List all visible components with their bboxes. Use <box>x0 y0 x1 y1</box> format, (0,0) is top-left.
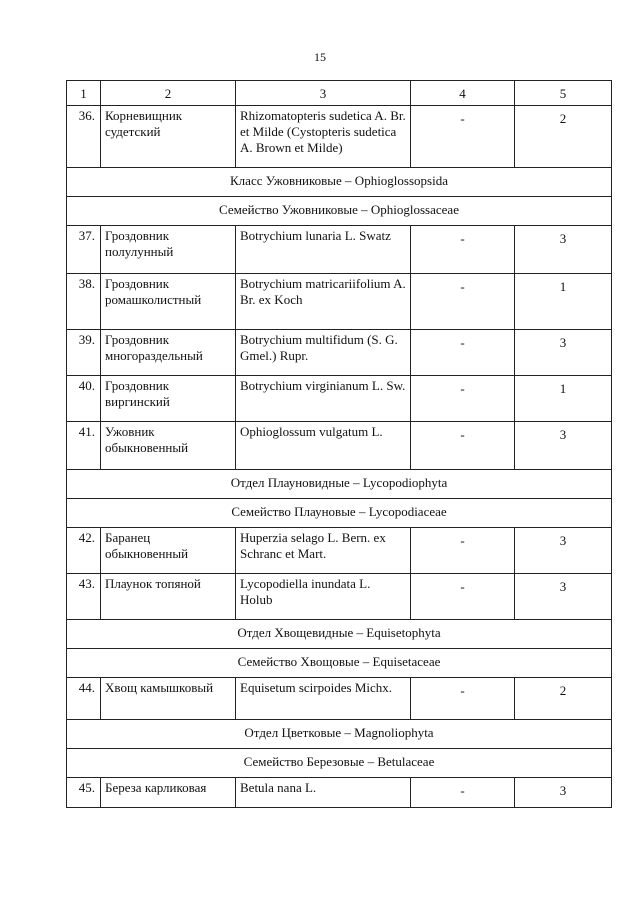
section-heading: Класс Ужовниковые – Ophioglossopsida <box>67 168 612 197</box>
page-number: 15 <box>314 50 326 64</box>
column-4-value: - <box>460 533 465 548</box>
common-name: Гроздовник полулунный <box>101 226 236 274</box>
category-value-cell <box>515 226 612 274</box>
section-heading: Семейство Ужовниковые – Ophioglossaceae <box>67 197 612 226</box>
section-heading-row <box>67 649 612 678</box>
table-row <box>67 330 612 376</box>
row-number: 39. <box>67 330 101 376</box>
column-4-value-cell <box>411 106 515 168</box>
column-4-value-cell <box>411 376 515 422</box>
column-4-value-cell <box>411 678 515 720</box>
header-cell: 2 <box>101 81 236 106</box>
section-heading: Отдел Цветковые – Magnoliophyta <box>67 720 612 749</box>
common-name: Плаунок топяной <box>101 574 236 620</box>
section-heading: Семейство Березовые – Betulaceae <box>67 749 612 778</box>
category-value-cell <box>515 274 612 330</box>
category-value-cell <box>515 574 612 620</box>
column-4-value-cell <box>411 226 515 274</box>
column-4-value-cell <box>411 274 515 330</box>
table-row <box>67 422 612 470</box>
category-value: 3 <box>559 579 567 594</box>
row-number: 36. <box>67 106 101 168</box>
column-4-value-cell <box>411 528 515 574</box>
section-heading: Семейство Хвощовые – Equisetaceae <box>67 649 612 678</box>
column-4-value: - <box>460 683 465 698</box>
category-value-cell <box>515 106 612 168</box>
column-4-value-cell <box>411 778 515 808</box>
common-name: Ужовник обыкновенный <box>101 422 236 470</box>
row-number: 42. <box>67 528 101 574</box>
species-table <box>66 80 612 808</box>
category-value: 1 <box>559 279 567 294</box>
table-row <box>67 376 612 422</box>
category-value: 3 <box>559 427 567 442</box>
latin-name: Ophioglossum vulgatum L. <box>236 422 411 470</box>
section-heading-row <box>67 620 612 649</box>
section-heading-row <box>67 720 612 749</box>
row-number: 44. <box>67 678 101 720</box>
section-heading-row <box>67 197 612 226</box>
header-cell: 3 <box>236 81 411 106</box>
table-row <box>67 226 612 274</box>
row-number: 40. <box>67 376 101 422</box>
column-4-value-cell <box>411 330 515 376</box>
table-row <box>67 528 612 574</box>
row-number: 45. <box>67 778 101 808</box>
column-4-value: - <box>460 427 465 442</box>
category-value: 3 <box>559 533 567 548</box>
category-value-cell <box>515 376 612 422</box>
common-name: Гроздовник многораздельный <box>101 330 236 376</box>
section-heading-row <box>67 749 612 778</box>
latin-name: Botrychium multifidum (S. G. Gmel.) Rupr. <box>236 330 411 376</box>
table-row <box>67 106 612 168</box>
column-4-value: - <box>460 381 465 396</box>
table-header-row <box>67 81 612 106</box>
table-row <box>67 678 612 720</box>
common-name: Баранец обыкновенный <box>101 528 236 574</box>
latin-name: Lycopodiella inundata L. Holub <box>236 574 411 620</box>
section-heading: Отдел Хвощевидные – Equisetophyta <box>67 620 612 649</box>
common-name: Гроздовник виргинский <box>101 376 236 422</box>
section-heading: Семейство Плауновые – Lycopodiaceae <box>67 499 612 528</box>
row-number: 37. <box>67 226 101 274</box>
latin-name: Equisetum scirpoides Michx. <box>236 678 411 720</box>
table-row <box>67 274 612 330</box>
section-heading-row <box>67 168 612 197</box>
common-name: Береза карликовая <box>101 778 236 808</box>
column-4-value: - <box>460 783 465 798</box>
category-value: 2 <box>559 683 567 698</box>
table-row <box>67 574 612 620</box>
category-value: 1 <box>559 381 567 396</box>
latin-name: Botrychium matricariifolium A. Br. ex Koch <box>236 274 411 330</box>
column-4-value-cell <box>411 574 515 620</box>
latin-name: Betula nana L. <box>236 778 411 808</box>
category-value-cell <box>515 528 612 574</box>
column-4-value: - <box>460 335 465 350</box>
category-value: 2 <box>559 111 567 126</box>
category-value-cell <box>515 330 612 376</box>
category-value: 3 <box>559 335 567 350</box>
row-number: 41. <box>67 422 101 470</box>
column-4-value-cell <box>411 422 515 470</box>
category-value-cell <box>515 422 612 470</box>
section-heading-row <box>67 470 612 499</box>
category-value: 3 <box>559 783 567 798</box>
common-name: Корневищник судетский <box>101 106 236 168</box>
table-row <box>67 778 612 808</box>
latin-name: Botrychium lunaria L. Swatz <box>236 226 411 274</box>
row-number: 38. <box>67 274 101 330</box>
category-value-cell <box>515 678 612 720</box>
common-name: Гроздовник ромашколистный <box>101 274 236 330</box>
header-cell: 4 <box>411 81 515 106</box>
column-4-value: - <box>460 111 465 126</box>
header-cell: 5 <box>515 81 612 106</box>
header-cell: 1 <box>67 81 101 106</box>
section-heading: Отдел Плауновидные – Lycopodiophyta <box>67 470 612 499</box>
latin-name: Botrychium virginianum L. Sw. <box>236 376 411 422</box>
column-4-value: - <box>460 231 465 246</box>
section-heading-row <box>67 499 612 528</box>
column-4-value: - <box>460 579 465 594</box>
latin-name: Huperzia selago L. Bern. ex Schranc et Mart. <box>236 528 411 574</box>
column-4-value: - <box>460 279 465 294</box>
category-value: 3 <box>559 231 567 246</box>
latin-name: Rhizomatopteris sudetica A. Br. et Milde (Cystopteris sudetica A. Brown et Milde) <box>236 106 411 168</box>
category-value-cell <box>515 778 612 808</box>
common-name: Хвощ камышковый <box>101 678 236 720</box>
row-number: 43. <box>67 574 101 620</box>
